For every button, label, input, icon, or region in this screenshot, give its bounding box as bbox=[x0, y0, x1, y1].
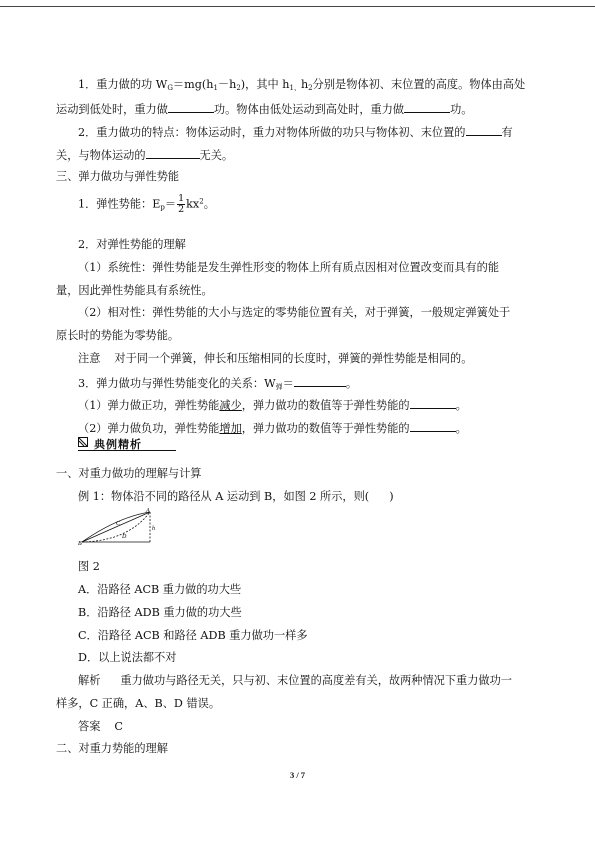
gravity-work-feature-line-2: 关，与物体运动的 无关。 bbox=[56, 149, 234, 162]
elastic-relation-line: 3．弹力做功与弹性势能变化的关系：$W_弹=$ 。 bbox=[78, 377, 358, 391]
analysis-line-2: 样多，C 正确，A、B、D 错误。 bbox=[56, 697, 221, 710]
label-a: A bbox=[146, 508, 150, 514]
option-c[interactable]: C．沿路径 ACB 和路径 ADB 重力做功一样多 bbox=[78, 629, 308, 642]
heading-elastic: 三、弹力做功与弹性势能 bbox=[56, 170, 180, 183]
fill-blank[interactable] bbox=[410, 397, 456, 409]
option-a[interactable]: A．沿路径 ACB 重力做的功大些 bbox=[78, 583, 242, 596]
positive-work-line: （1）弹力做正功，弹性势能减少，弹力做功的数值等于弹性势能的 。 bbox=[78, 399, 467, 412]
path-diagram bbox=[78, 507, 158, 547]
fill-blank[interactable] bbox=[294, 375, 346, 387]
fill-blank[interactable] bbox=[146, 147, 200, 159]
relative-line-1: （2）相对性：弹性势能的大小与选定的零势能位置有关，对于弹簧，一般规定弹簧处于 bbox=[78, 306, 511, 319]
analysis-line-1: 解析 重力做功与路径无关，只与初、末位置的高度差有关，故两种情况下重力做功一 bbox=[78, 674, 512, 687]
elastic-energy-formula: 1．弹性势能：$E_p=$ $\frac{1}{2}$ $kx^2$。 bbox=[78, 193, 215, 215]
fill-blank[interactable] bbox=[410, 420, 456, 432]
gravity-work-feature-line-1: 2．重力做功的特点：物体运动时，重力对物体所做的功只与物体初、末位置的 有 bbox=[78, 126, 513, 139]
negative-work-line: （2）弹力做负功，弹性势能增加，弹力做功的数值等于弹性势能的 。 bbox=[78, 422, 467, 435]
path-line-straight bbox=[82, 512, 150, 542]
fraction-one-half: $\frac{1}{2}$ bbox=[178, 193, 185, 215]
section-title: 典例精析 bbox=[94, 438, 142, 451]
elastic-understanding-title: 2．对弹性势能的理解 bbox=[78, 238, 186, 251]
answer-line: 答案 C bbox=[78, 720, 123, 733]
systemic-line-1: （1）系统性：弹性势能是发生弹性形变的物体上所有质点因相对位置改变而具有的能 bbox=[78, 261, 500, 274]
section-mark-icon bbox=[78, 437, 88, 447]
fill-blank[interactable] bbox=[168, 101, 214, 113]
figure-caption: 图 2 bbox=[78, 560, 100, 573]
page-number: 3 / 7 bbox=[289, 770, 306, 780]
header-rule bbox=[0, 6, 595, 7]
fill-blank[interactable] bbox=[466, 124, 502, 136]
note-line: 注意 对于同一个弹簧，伸长和压缩相同的长度时，弹簧的弹性势能是相同的。 bbox=[78, 352, 473, 365]
label-b: B bbox=[78, 541, 82, 547]
fill-blank[interactable] bbox=[404, 101, 450, 113]
label-h: h bbox=[152, 526, 155, 532]
heading-gravity-potential: 二、对重力势能的理解 bbox=[56, 742, 168, 755]
systemic-line-2: 量，因此弹性势能具有系统性。 bbox=[56, 284, 213, 297]
relative-line-2: 原长时的势能为零势能。 bbox=[56, 329, 180, 342]
label-d: D bbox=[122, 534, 127, 540]
example-question: 例 1：物体沿不同的路径从 A 运动到 B，如图 2 所示，则( ) bbox=[78, 490, 394, 503]
option-d[interactable]: D．以上说法都不对 bbox=[78, 651, 177, 664]
option-b[interactable]: B．沿路径 ADB 重力做的功大些 bbox=[78, 606, 242, 619]
gravity-work-line-1: 1．重力做的功 $W_G=mg(h_1-h_2)$，其中 $h_{1、}h_2$分别是物体初、末位置的高度。物体由高处 bbox=[78, 78, 526, 92]
section-header bbox=[78, 436, 176, 451]
gravity-work-line-2: 运动到低处时，重力做 功。物体由低处运动到高处时，重力做 功。 bbox=[56, 103, 473, 116]
label-c: C bbox=[116, 521, 121, 527]
heading-gravity-work: 一、对重力做功的理解与计算 bbox=[56, 467, 202, 480]
